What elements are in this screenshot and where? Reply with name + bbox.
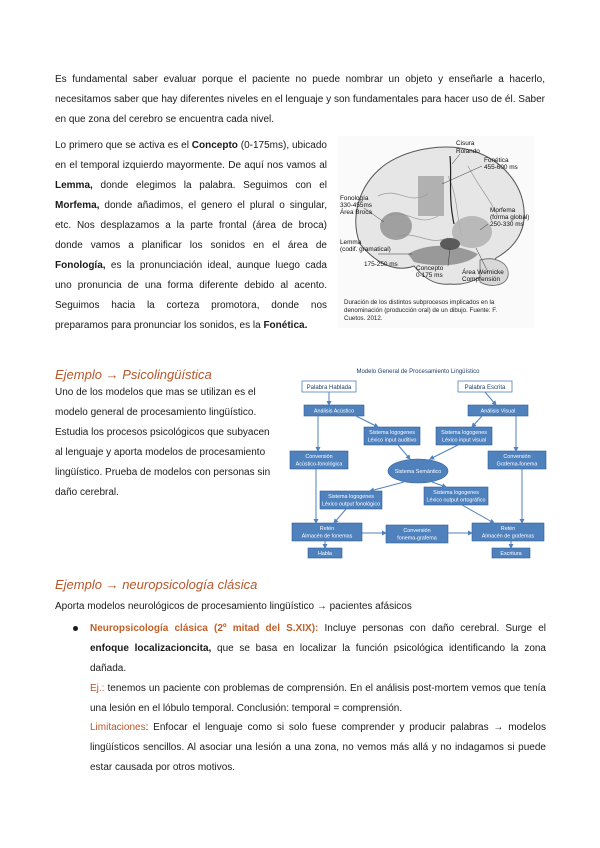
svg-text:Grafema-fonema: Grafema-fonema xyxy=(496,461,538,468)
morfema-term: Morfema, xyxy=(55,200,100,211)
diagram-title: Modelo General de Procesamiento Lingüístico xyxy=(356,369,480,375)
bullet-dot xyxy=(73,626,78,631)
svg-text:Acústico-fonológica: Acústico-fonológica xyxy=(295,461,343,468)
broca-label: Área Broca xyxy=(340,209,372,216)
svg-text:Sistema logogenes: Sistema logogenes xyxy=(369,430,415,436)
bullet-title: Neuropsicología clásica (2º mitad del S.XIX): xyxy=(90,623,319,634)
concepto-time: 0-175 ms xyxy=(416,272,443,279)
wernicke-label: Área Wernicke xyxy=(462,269,504,276)
enfoque-term: enfoque localizacioncita, xyxy=(90,643,212,654)
ej-label: Ej.: xyxy=(90,683,105,694)
neuropsicologia-heading: Ejemplo → neuropsicología clásica xyxy=(55,577,258,592)
svg-text:Análisis Visual: Análisis Visual xyxy=(480,408,516,415)
svg-text:Léxico output ortográfico: Léxico output ortográfico xyxy=(426,497,486,504)
processing-model-diagram xyxy=(286,365,550,560)
brain-figure xyxy=(338,136,534,328)
language-levels-paragraph: Lo primero que se activa es el Concepto (0-175ms), ubicado en el temporal izquierdo mayormente. De aquí nos vamos al Lemma, donde elegimos la palabra. Seguimos con el Morfema, donde añadimos, el genero el plural o singular, etc. Nos desplazamos a la parte frontal (área de broca) donde vamos a planificar los sonidos en el área de Fonología, es la pronunciación ideal, aunque luego cada uno pronuncia de una forma diferente debido al acento. Seguimos hacia la corteza promotora, donde nos preparamos para pronunciar los sonidos, es la Fonética. xyxy=(55,140,327,331)
svg-text:Léxico input visual: Léxico input visual xyxy=(441,437,487,444)
lemma-label: Lemma xyxy=(340,239,362,246)
svg-text:Retén: Retén xyxy=(500,526,516,532)
figure-caption-line: Duración de los distintos subprocesos implicados en la xyxy=(344,299,495,306)
svg-text:Escritura: Escritura xyxy=(500,551,522,557)
figure-caption-line: denominación (producción oral) de un dibujo. Fuente: F. xyxy=(344,307,498,314)
concepto-term: Concepto xyxy=(191,140,238,151)
limitaciones-paragraph: Limitaciones: Enfocar el lenguaje como si solo fuese comprender y producir palabras → modelos lingüísticos sencillos. Al asociar una lesión a una zona, no vemos más allá y no indagamos si puede estar causada por otros motivos. xyxy=(90,722,546,773)
example-paragraph: Ej.: tenemos un paciente con problemas de comprensión. En el análisis post-mortem vemos que tenía una lesión en el lóbulo temporal. Conclusión: temporal = comprensión. xyxy=(90,683,546,714)
fonetica-time: 455-600 ms xyxy=(484,164,518,171)
svg-text:Léxico output fonológico: Léxico output fonológico xyxy=(321,501,381,508)
neuropsicologia-subtitle: Aporta modelos neurológicos de procesamiento lingüístico → pacientes afásicos xyxy=(55,601,412,612)
svg-text:Retén: Retén xyxy=(319,526,335,532)
neuropsicologia-bullet: Neuropsicología clásica (2º mitad del S.XIX): Incluye personas con daño cerebral. Surge el enfoque localizacioncita, que se basa en localizar la función psicológica identificando la zona dañada. xyxy=(90,623,546,674)
svg-text:Palabra Escrita: Palabra Escrita xyxy=(464,385,506,391)
svg-text:Léxico input auditivo: Léxico input auditivo xyxy=(367,437,417,444)
fonetica-area xyxy=(418,176,444,216)
svg-text:Conversión: Conversión xyxy=(403,528,431,534)
svg-text:Sistema Semántico: Sistema Semántico xyxy=(394,469,442,475)
svg-text:Habla: Habla xyxy=(317,551,333,557)
lemma-term: Lemma, xyxy=(55,180,93,191)
lemma-sublabel: (codif. gramatical) xyxy=(340,246,391,253)
fonetica-term: Fonética. xyxy=(263,320,308,331)
svg-text:Sistema logogenes: Sistema logogenes xyxy=(441,430,487,436)
morfema-label: Morfema xyxy=(490,207,516,214)
wernicke-sublabel: Comprensión xyxy=(462,276,501,283)
svg-text:Sistema logogenes: Sistema logogenes xyxy=(328,494,374,500)
morfema-time: 250-330 ms xyxy=(490,221,524,228)
svg-text:Almacén de grafemas: Almacén de grafemas xyxy=(481,533,535,540)
psicolinguistica-paragraph: Uno de los modelos que mas se utilizan es el modelo general de procesamiento lingüístico. Estudia los procesos psicológicos que subyacen al lenguaje y aporta modelos de procesamiento lingüístico. Prueba de modelos con personas sin daño cerebral. xyxy=(55,387,271,498)
psicolinguistica-heading: Ejemplo → Psicolingüística xyxy=(55,367,212,382)
lemma-time: 175-250 ms xyxy=(364,261,398,268)
brain-illustration xyxy=(338,136,534,328)
fonologia-term: Fonología, xyxy=(55,260,106,271)
processing-model-svg xyxy=(286,365,550,560)
limitaciones-label: Limitaciones xyxy=(90,722,146,733)
broca-area xyxy=(380,212,412,240)
concepto-label: Concepto xyxy=(416,265,444,272)
fonologia-label: Fonología xyxy=(340,195,369,202)
svg-text:Almacén de fonemas: Almacén de fonemas xyxy=(301,533,353,540)
intro-paragraph: Es fundamental saber evaluar porque el paciente no puede nombrar un objeto y enseñarle a hacerlo, necesitamos saber que hay diferentes niveles en el lenguaje y son fundamentales para hacer uso de él. Saber en que zona del cerebro se encuentra cada nivel. xyxy=(55,74,545,125)
svg-text:Conversión: Conversión xyxy=(503,454,531,460)
svg-text:Palabra Hablada: Palabra Hablada xyxy=(306,385,352,391)
fonologia-time: 330-455ms xyxy=(340,202,372,209)
cisura-label: Cisura xyxy=(456,140,475,147)
rolando-label: Rolando xyxy=(456,148,480,155)
svg-text:fonema-grafema: fonema-grafema xyxy=(397,535,437,542)
fonetica-label: Fonética xyxy=(484,157,509,164)
morfema-sublabel: (forma global) xyxy=(490,214,530,221)
svg-text:Análisis Acústico: Análisis Acústico xyxy=(313,408,355,415)
svg-text:Conversión: Conversión xyxy=(305,454,333,460)
svg-text:Sistema logogenes: Sistema logogenes xyxy=(433,490,479,496)
figure-caption-line: Cuetos. 2012. xyxy=(344,315,383,322)
